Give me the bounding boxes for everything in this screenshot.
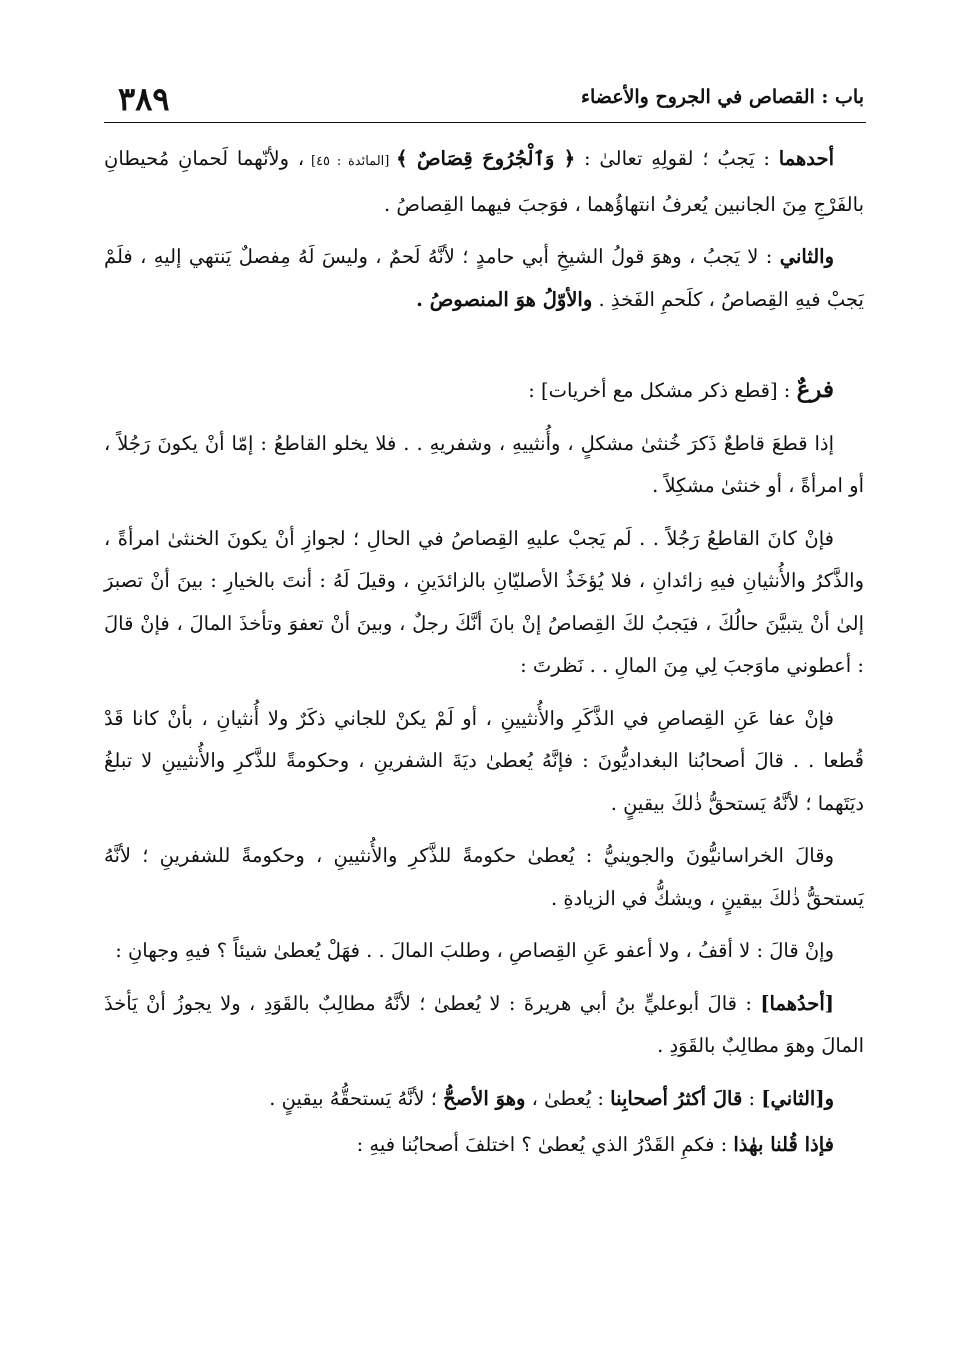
paragraph-first-view — [104, 138, 864, 226]
paragraph-conclusion: والأوّلُ هوَ المنصوصُ . — [416, 287, 593, 311]
paragraph-second-opinion — [104, 1078, 864, 1121]
paragraph-second-view — [104, 236, 864, 321]
header-divider — [104, 122, 866, 123]
paragraph — [104, 930, 864, 973]
paragraph-question — [104, 1124, 864, 1167]
page-body — [104, 138, 864, 1171]
paragraph-lead: أحدهما — [778, 147, 834, 170]
paragraph — [104, 835, 864, 920]
paragraph-lead: [أحدُهما] — [760, 991, 834, 1015]
page-header — [110, 80, 864, 120]
paragraph — [104, 423, 864, 508]
paragraph-text: وإنْ قالَ : لا أقفُ ، ولا أعفو عَنِ القِصاصِ ، وطلبَ المالَ . . فهَلْ يُعطىٰ شيئاً ؟ فيهِ وجهانِ : — [115, 939, 834, 962]
paragraph-text: فإنْ كانَ القاطعُ رَجُلاً . . لَم يَجبْ عليهِ القِصاصُ في الحالِ ؛ لجوازِ أنْ يكونَ الخنثىٰ امرأةً ، والذَّكرُ والأُنثيانِ فيهِ زائدانِ ، فلا يُؤخَذُ الأصليّانِ بالزائدَينِ ، وقيلَ لَهُ : أنتَ بالخيارِ : بينَ أنْ تصبرَ إلىٰ أنْ يتبيَّنَ حالُكَ ، فيَجبُ لكَ القِصاصُ إنْ بانَ أنَّكَ رجلٌ ، وبينَ أنْ تعفوَ وتأخذَ المالَ ، فإنْ قالَ : أعطوني ماوَجبَ لِي مِنَ المالِ . . نَظرتَ : — [104, 526, 864, 677]
paragraph-emphasis: وهوَ الأصحُّ — [443, 1086, 526, 1110]
paragraph-text: : فكمِ القَدْرُ الذي يُعطىٰ ؟ اختلفَ أصحابُنا فيهِ : — [356, 1133, 734, 1156]
paragraph-text: : لا يَجبُ ، وهوَ قولُ الشيخِ أبي حامدٍ ؛ لأنَّهُ لَحمٌ ، وليسَ لَهُ مِفصلٌ يَنتهي إليهِ ، فلَمْ يَجبْ فيهِ القِصاصُ ، كلَحمِ الفَخذِ . — [104, 245, 864, 311]
paragraph-text: إذا قطعَ قاطعٌ ذَكرَ خُنثىٰ مشكلٍ ، وأُنثييهِ ، وشفريهِ . . فلا يخلو القاطعُ : إمّا أنْ يكونَ رَجُلاً ، أو امرأةً ، أو خنثىٰ مشكِلاً . — [104, 431, 864, 497]
paragraph-text: : قالَ أبوعليٍّ بنُ أبي هريرةَ : لا يُعطىٰ ؛ لأنَّهُ مطالِبٌ بالقَوَدِ ، ولا يجوزُ أنْ يَأخذَ المالَ وهوَ مطالِبٌ بالقَوَدِ . — [104, 991, 864, 1057]
paragraph — [104, 518, 864, 688]
paragraph-text: : يَجبُ ؛ لقولِهِ تعالىٰ : — [575, 147, 779, 170]
paragraph — [104, 698, 864, 826]
paragraph-text: ؛ لأنَّهُ يَستحقُّهُ بيقينٍ . — [269, 1086, 444, 1110]
paragraph-text: وقالَ الخراسانيُّونَ والجوينيُّ : يُعطىٰ حكومةً للذَّكرِ والأُنثيينِ ، وحكومةً للشفرينِ ؛ لأنَّهُ يَستحقُّ ذٰلكَ بيقينٍ ، ويشكُّ في الزيادةِ . — [104, 844, 864, 910]
paragraph-lead: فإذا قُلنا بهٰذا — [733, 1133, 834, 1156]
paragraph-text: : يُعطىٰ ، — [525, 1086, 611, 1110]
paragraph-lead: و[الثاني] — [761, 1086, 834, 1110]
section-heading — [104, 369, 864, 413]
section-lead: فرعٌ — [796, 376, 834, 403]
page-number: ٣٨٩ — [118, 80, 170, 118]
paragraph-text: : — [742, 1086, 762, 1110]
paragraph-first-opinion — [104, 983, 864, 1068]
paragraph-text: ، ولأنّهما لَحمانِ مُحيطانِ بالفَرْجِ مِنَ الجانبين يُعرفُ انتهاؤُهما ، فوَجبَ فيهما القِصاصُ . — [104, 147, 864, 216]
section-title: : [قطع ذكر مشكل مع أخريات] : — [528, 379, 797, 402]
paragraph-lead: والثاني — [779, 245, 834, 268]
quran-quote: ﴿ وَٱلْجُرُوحَ قِصَاصٌ ﴾ — [396, 147, 576, 170]
paragraph-text: فإنْ عفا عَنِ القِصاصِ في الذَّكَرِ والأُنثيينِ ، أو لَمْ يكنْ للجاني ذكَرٌ ولا أُنثيانِ ، بأنْ كانا قَدْ قُطعا . . قالَ أصحابُنا البغداديُّونَ : فإنَّهُ يُعطىٰ ديَةَ الشفرينِ ، وحكومةً للذَّكرِ والأُنثيينِ لا تبلغُ ديَتَهما ؛ لأنَّهُ يَستحقُّ ذٰلكَ بيقينٍ . — [104, 706, 864, 815]
quran-citation: [المائدة : ٤٥] — [304, 154, 397, 169]
running-head: باب : القصاص في الجروح والأعضاء — [581, 86, 864, 108]
paragraph-emphasis: قالَ أكثرُ أصحابِنا — [610, 1086, 743, 1110]
